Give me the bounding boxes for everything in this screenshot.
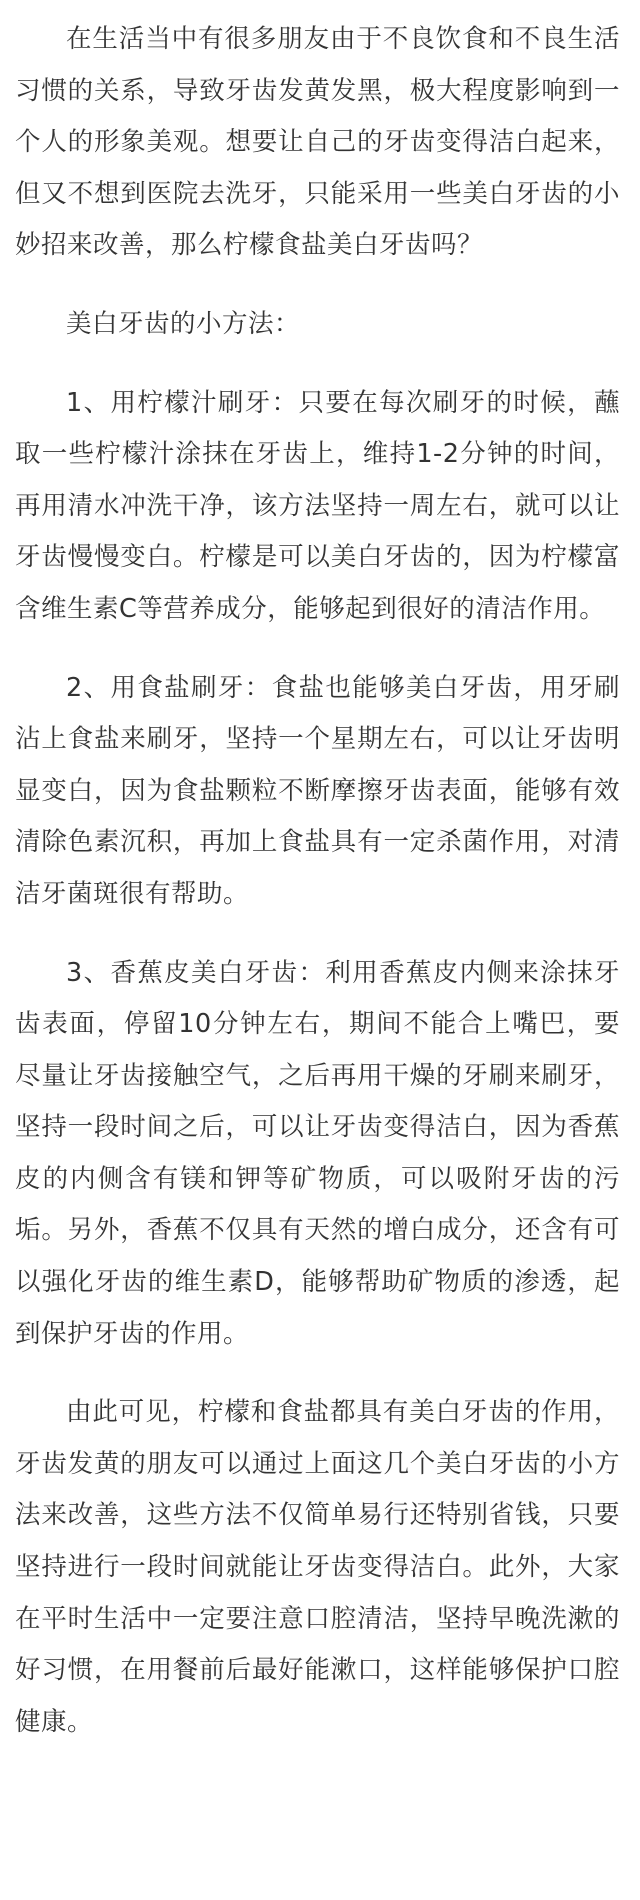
section-heading: 美白牙齿的小方法： <box>66 308 301 339</box>
intro-paragraph: 在生活当中有很多朋友由于不良饮食和不良生活习惯的关系，导致牙齿发黄发黑，极大程度影响到一个人的形象美观。想要让自己的牙齿变得洁白起来，但又不想到医院去洗牙，只能采用一些美白牙齿的小妙招来改善，那么柠檬食盐美白牙齿吗？ <box>15 24 620 261</box>
method-lemon-paragraph: 1、用柠檬汁刷牙：只要在每次刷牙的时候，蘸取一些柠檬汁涂抹在牙齿上，维持1-2分钟的时间，再用清水冲洗干净，该方法坚持一周左右，就可以让牙齿慢慢变白。柠檬是可以美白牙齿的，因为柠檬富含维生素C等营养成分，能够起到很好的清洁作用。 <box>15 387 620 624</box>
method-salt-paragraph: 2、用食盐刷牙：食盐也能够美白牙齿，用牙刷沾上食盐来刷牙，坚持一个星期左右，可以让牙齿明显变白，因为食盐颗粒不断摩擦牙齿表面，能够有效清除色素沉积，再加上食盐具有一定杀菌作用，对清洁牙菌斑很有帮助。 <box>15 672 620 909</box>
method-banana-peel-paragraph: 3、香蕉皮美白牙齿：利用香蕉皮内侧来涂抹牙齿表面，停留10分钟左右，期间不能合上嘴巴，要尽量让牙齿接触空气，之后再用干燥的牙刷来刷牙，坚持一段时间之后，可以让牙齿变得洁白，因为香蕉皮的内侧含有镁和钾等矿物质，可以吸附牙齿的污垢。另外，香蕉不仅具有天然的增白成分，还含有可以强化牙齿的维生素D，能够帮助矿物质的渗透，起到保护牙齿的作用。 <box>15 957 620 1349</box>
conclusion-paragraph: 由此可见，柠檬和食盐都具有美白牙齿的作用，牙齿发黄的朋友可以通过上面这几个美白牙齿的小方法来改善，这些方法不仅简单易行还特别省钱，只要坚持进行一段时间就能让牙齿变得洁白。此外，大家在平时生活中一定要注意口腔清洁，坚持早晚洗漱的好习惯，在用餐前后最好能漱口，这样能够保护口腔健康。 <box>15 1397 620 1737</box>
